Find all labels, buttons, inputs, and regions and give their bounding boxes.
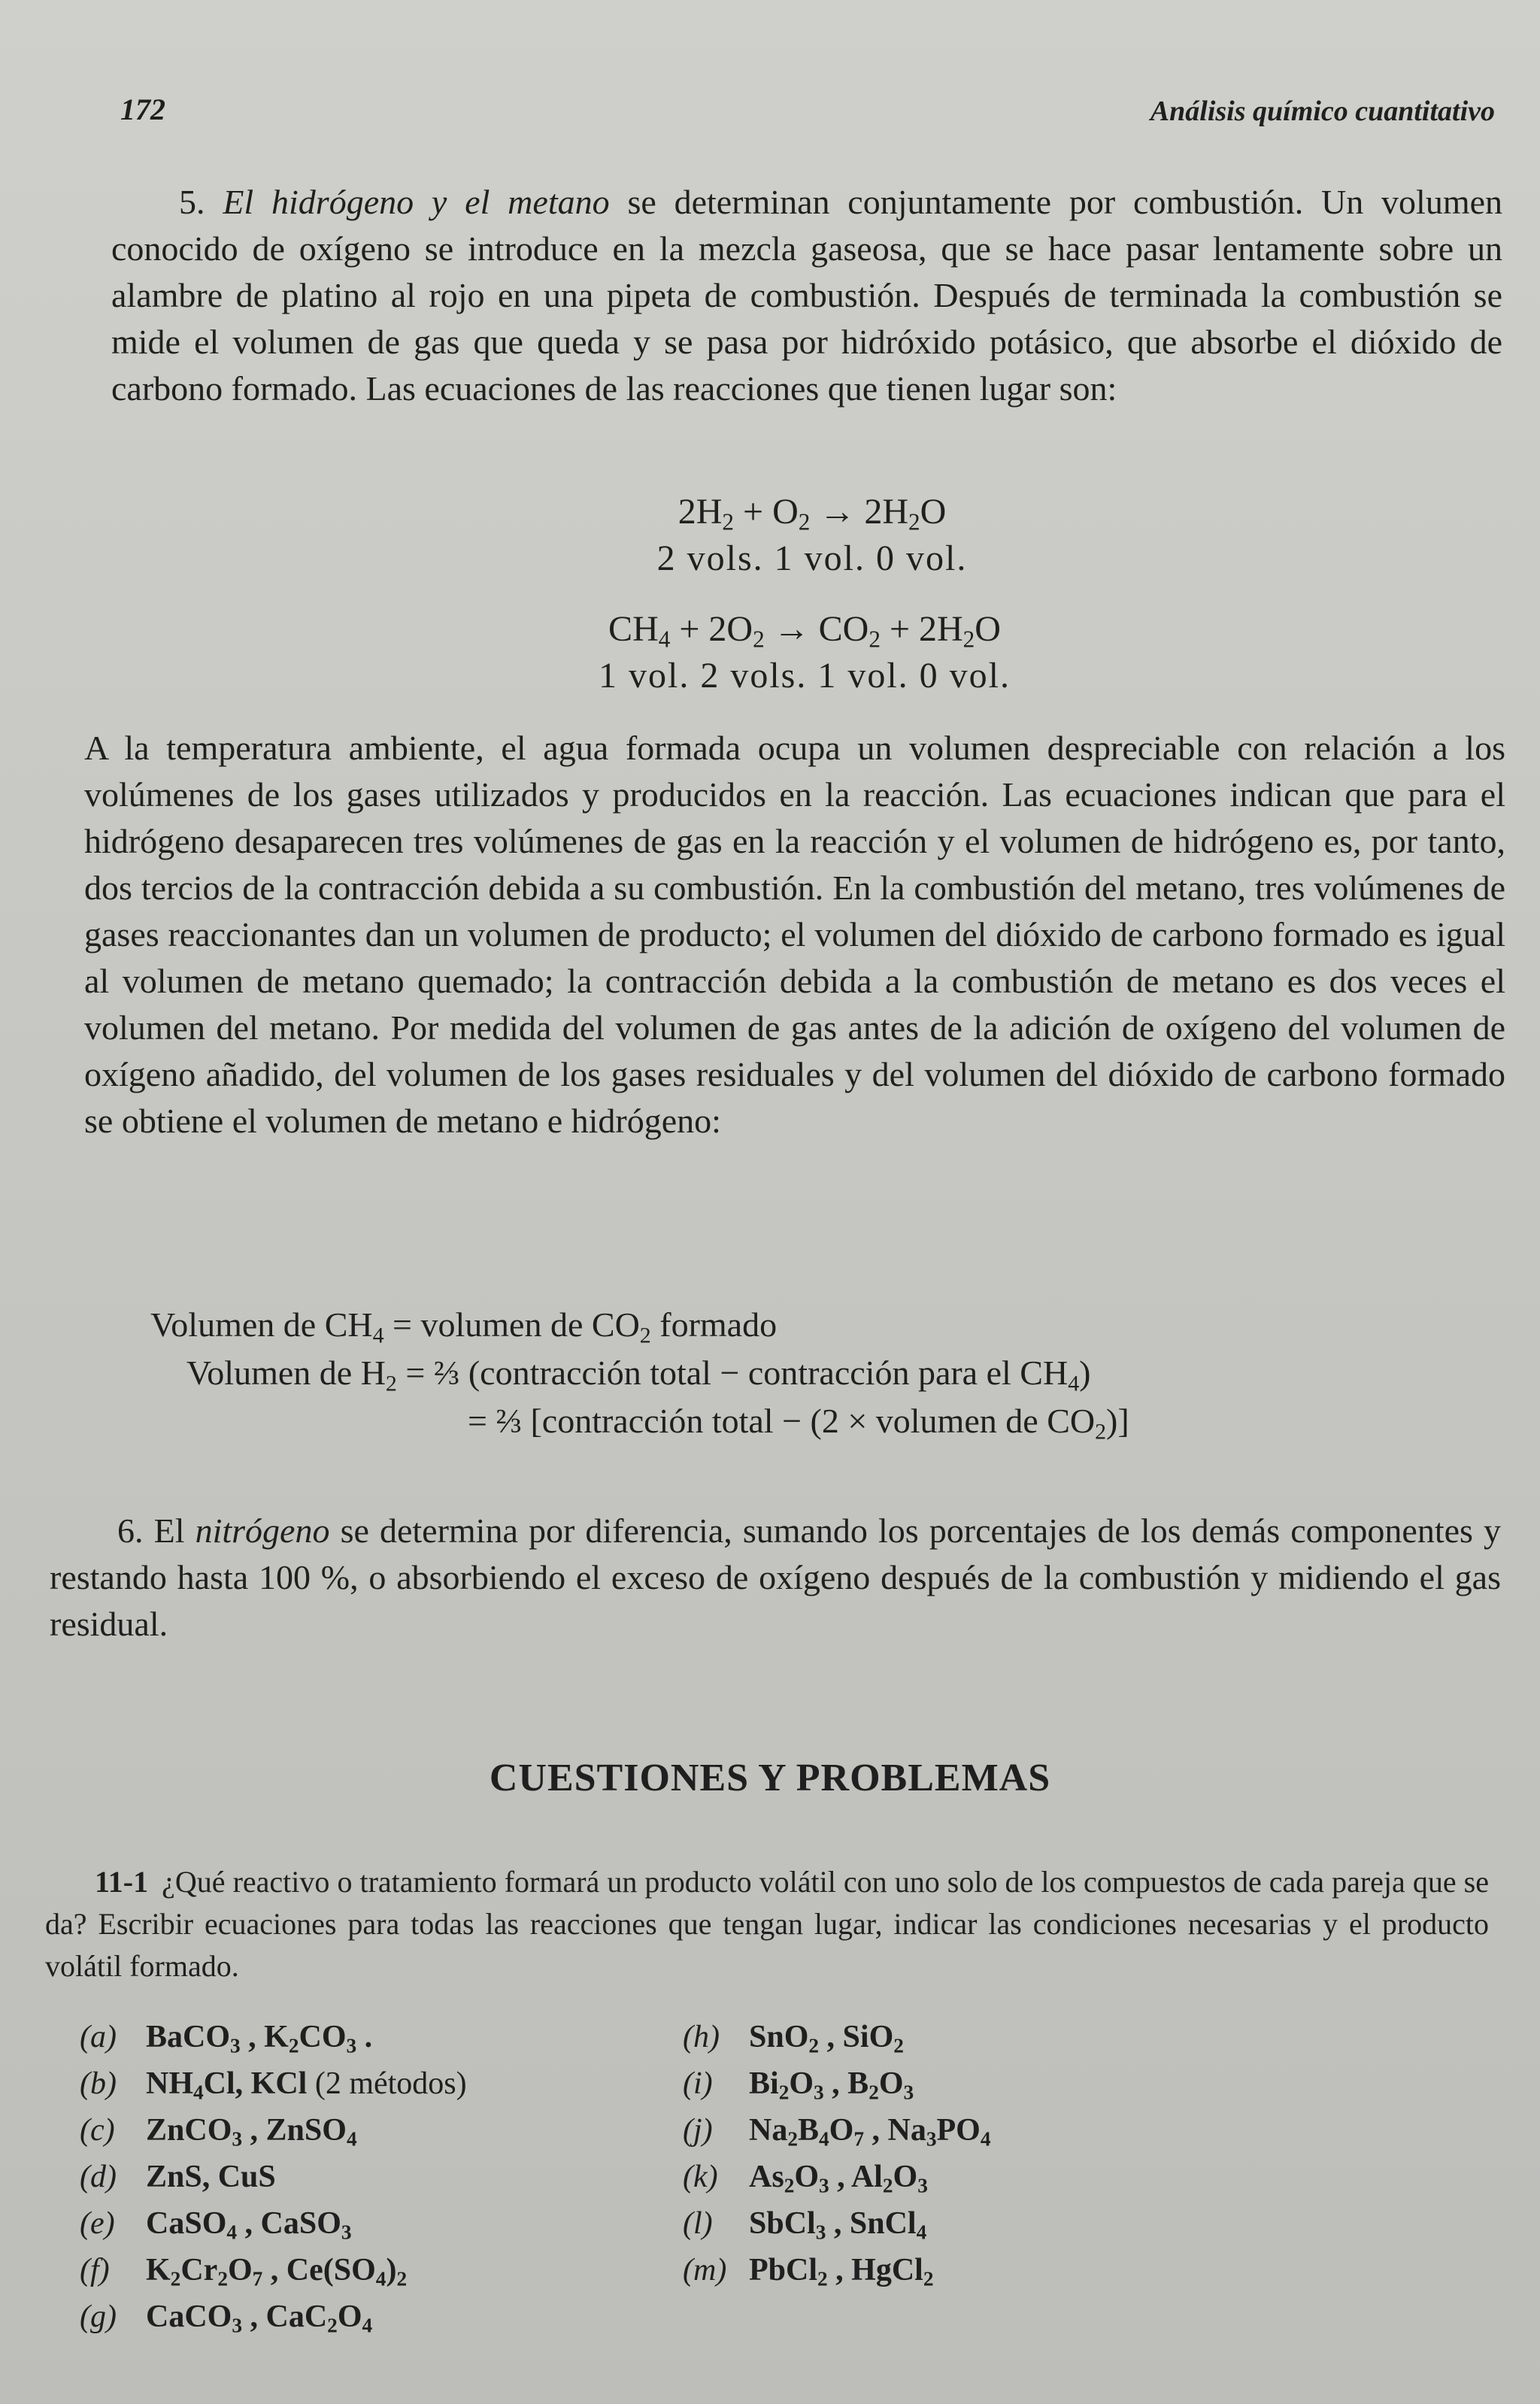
paragraph-6-number: 6.	[117, 1511, 144, 1550]
list-label: (h)	[683, 2020, 720, 2054]
paragraph-5-number: 5.	[179, 183, 205, 221]
formula-ch4-prefix: Volumen de	[150, 1305, 317, 1344]
list-label: (l)	[683, 2206, 713, 2241]
list-item-d	[80, 2154, 696, 2200]
section-title: CUESTIONES Y PROBLEMAS	[489, 1757, 1051, 1799]
list-label: (d)	[80, 2160, 117, 2194]
equation-hydrogen-volumes: 2 vols. 1 vol. 0 vol.	[656, 538, 968, 578]
list-item-j: (j) $Na_2B_4O_7$ , $Na_3PO_4$	[683, 2107, 1360, 2154]
paragraph-5-text: se determinan conjuntamente por combustión. Un volumen conocido de oxígeno se introduce en la mezcla gaseosa, que se hace pasar lentamente sobre un alambre de platino al rojo en una pipeta de combustión. Después de terminada la combustión se mide el volumen de gas que queda y se pasa por hidróxido potásico, que absorbe el dióxido de carbono formado. Las ecuaciones de las reacciones que tienen lugar son:	[111, 183, 1503, 408]
equation-hydrogen	[526, 489, 1098, 582]
list-item-f: (f) $K_2Cr_2O_7$ , $Ce(SO_4)_2$	[80, 2247, 696, 2293]
list-item-h: (h) SnO$_2$ , SiO$_2$	[683, 2014, 1360, 2060]
list-label: (c)	[80, 2113, 115, 2148]
formula-h2-prefix: Volumen de	[186, 1354, 353, 1392]
equation-methane-volumes: 1 vol. 2 vols. 1 vol. 0 vol.	[598, 656, 1011, 696]
equation-methane	[481, 606, 1128, 699]
compound-list-right	[683, 2014, 1360, 2293]
list-label: (k)	[683, 2160, 718, 2194]
list-item-k: (k) $As_2O_3$ , $Al_2O_3$	[683, 2154, 1360, 2200]
paragraph-6-intro: El	[153, 1511, 185, 1550]
list-label: (a)	[80, 2020, 117, 2054]
paragraph-6	[50, 1508, 1501, 1648]
formula-ch4-volume: Volumen de $CH_4$ = volumen de $CO_2$ formado	[150, 1305, 778, 1348]
problem-number: 11-1	[95, 1865, 149, 1899]
page-number: 172	[120, 92, 165, 126]
formula-ch4-rest: = volumen de	[393, 1305, 584, 1344]
paragraph-5-italic-intro: El hidrógeno y el metano	[223, 183, 610, 221]
volume-formulas	[150, 1301, 1504, 1445]
list-label: (e)	[80, 2206, 115, 2241]
formula-h2-volume: Volumen de $H_2$ = ⅔ (contracción total − contracción para el $CH_4$)	[186, 1354, 1091, 1396]
list-label: (g)	[80, 2299, 117, 2334]
list-item-i: (i) $Bi_2O_3$ , $B_2O_3$	[683, 2060, 1360, 2107]
paragraph-6-text: se determina por diferencia, sumando los porcentajes de los demás componentes y restando hasta 100 %, o absorbiendo el exceso de oxígeno después de la combustión y midiendo el gas residual.	[50, 1511, 1502, 1643]
list-note: (2 métodos)	[314, 2066, 467, 2101]
list-item-b: (b) $NH_4Cl$, KCl (2 métodos)	[80, 2060, 696, 2107]
paragraph-explanation: A la temperatura ambiente, el agua formada ocupa un volumen despreciable con relación a los volúmenes de los gases utilizados y producidos en la reacción. Las ecuaciones indican que para el hidrógeno desaparecen tres volúmenes de gas en la reacción y el volumen de hidrógeno es, por tanto, dos tercios de la contracción debida a su combustión. En la combustión del metano, tres volúmenes de gases reaccionantes dan un volumen de producto; el volumen del dióxido de carbono formado es igual al volumen de metano quemado; la contracción debida a la combustión de metano es dos veces el volumen del metano. Por medida del volumen de gas antes de la adición de oxígeno del volumen de oxígeno añadido, del volumen de los gases residuales y del volumen del dióxido de carbono formado se obtiene el volumen de metano e hidrógeno:	[84, 729, 1505, 1140]
list-item-g: (g) CaCO$_3$ , $CaC_2O_4$	[80, 2293, 696, 2340]
equation-hydrogen-formula: $2H_2 + O_2 \to 2H_2O$	[678, 492, 947, 535]
list-item-e: (e) CaSO$_4$ , CaSO$_3$	[80, 2200, 696, 2247]
problem-11-1	[45, 1861, 1489, 1987]
running-title: Análisis químico cuantitativo	[1150, 95, 1495, 127]
compound-list-left	[80, 2014, 696, 2340]
problem-text: ¿Qué reactivo o tratamiento formará un producto volátil con uno solo de los compuestos de cada pareja que se da? Escribir ecuaciones para todas las reacciones que tengan lugar, indicar las condiciones necesarias y el producto volátil formado.	[45, 1865, 1489, 1983]
list-item-l: (l) SbCl$_3$ , SnCl$_4$	[683, 2200, 1360, 2247]
list-label: (m)	[683, 2253, 727, 2287]
list-item-m: (m) PbCl$_2$ , HgCl$_2$	[683, 2247, 1360, 2293]
page-header	[120, 92, 1495, 137]
list-label: (b)	[80, 2066, 117, 2101]
paragraph-5	[111, 179, 1502, 412]
formula-h2-alt-mid: [contracción total − (2 × volumen de	[530, 1402, 1038, 1440]
formula-h2-volume-alt: = ⅔ [contracción total − (2 × volumen de $CO_2$)]	[468, 1402, 1129, 1445]
list-item-c: (c) ZnCO$_3$ , ZnSO$_4$	[80, 2107, 696, 2154]
paragraph-6-italic: nitrógeno	[195, 1511, 330, 1550]
equation-methane-formula: $CH_4 + 2O_2 \to CO_2 + 2H_2O$	[608, 609, 1001, 653]
list-label: (i)	[683, 2066, 713, 2101]
formula-ch4-end: formado	[659, 1305, 778, 1344]
list-label: (f)	[80, 2253, 110, 2287]
list-item-a: (a) BaCO$_3$ , $K_2CO_3$ .	[80, 2014, 696, 2060]
formula-h2-mid: (contracción total − contracción para el	[468, 1354, 1011, 1392]
list-label: (j)	[683, 2113, 713, 2148]
list-compounds: ZnS, CuS	[146, 2160, 276, 2194]
